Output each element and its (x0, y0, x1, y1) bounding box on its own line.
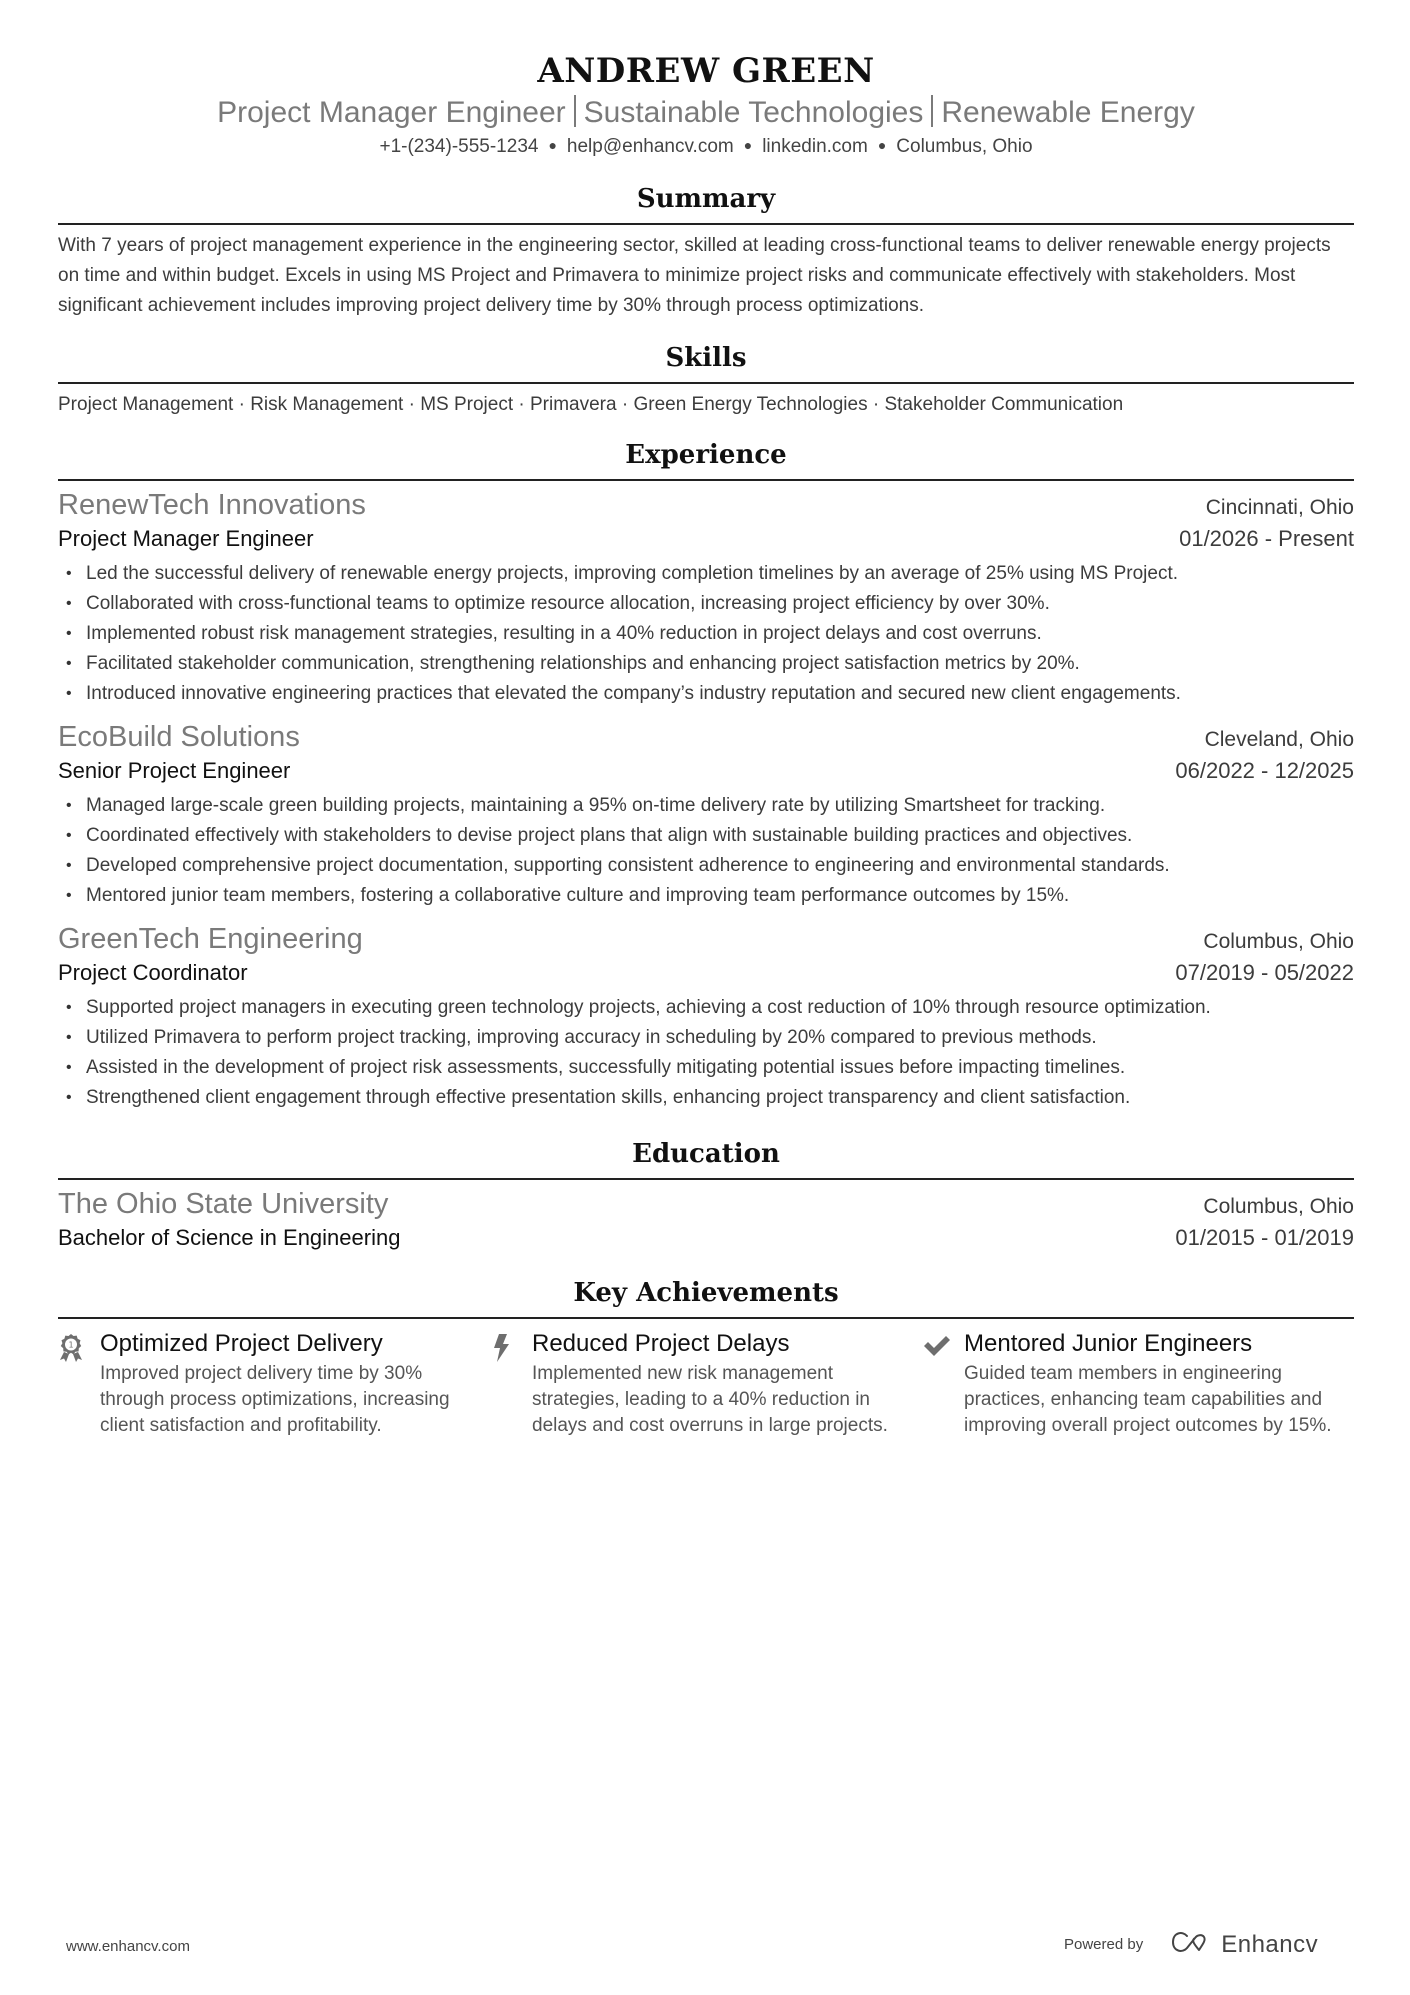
achievement-title: Reduced Project Delays (532, 1330, 790, 1357)
separator-dot: ● (743, 137, 753, 153)
headline-part: Project Manager Engineer (217, 96, 566, 129)
job-dates: 07/2019 - 05/2022 (1175, 960, 1354, 985)
candidate-name: ANDREW GREEN (537, 51, 875, 91)
bullet-item: • Developed comprehensive project documentation, supporting consistent adherence to engineering and environmental standards. (58, 851, 1354, 881)
experience-section (58, 438, 1354, 1113)
bullet-item: • Managed large-scale green building projects, maintaining a 95% on-time delivery rate by utilizing Smartsheet for tracking. (58, 791, 1354, 821)
job-entry (58, 921, 1354, 1113)
bullet-item: • Utilized Primavera to perform project tracking, improving accuracy in scheduling by 20% compared to previous methods. (58, 1023, 1354, 1053)
headline-part: Sustainable Technologies (583, 96, 924, 129)
job-bullets (58, 559, 1354, 709)
bullet-item: • Strengthened client engagement through effective presentation skills, enhancing project transparency and client satisfaction. (58, 1083, 1354, 1113)
section-heading: Skills (665, 343, 747, 373)
education-entry (58, 1186, 1354, 1254)
education-section (58, 1137, 1354, 1254)
section-divider (58, 479, 1354, 481)
headline (58, 94, 1354, 132)
company-name: GreenTech Engineering (58, 923, 363, 955)
section-divider (58, 223, 1354, 225)
checkmark-icon (922, 1327, 964, 1439)
enhancv-logo-icon (1169, 1930, 1213, 1959)
powered-by-label: Powered by (1064, 1936, 1144, 1953)
job-dates: 01/2026 - Present (1179, 526, 1354, 551)
degree: Bachelor of Science in Engineering (58, 1225, 401, 1250)
section-divider (58, 1178, 1354, 1180)
bullet-item: • Collaborated with cross-functional teams to optimize resource allocation, increasing project efficiency by over 30%. (58, 589, 1354, 619)
job-title: Project Manager Engineer (58, 526, 314, 551)
section-heading: Summary (636, 184, 776, 214)
skills-list: Project Management · Risk Management · MS Project · Primavera · Green Energy Technologies · Stakeholder Communication (58, 394, 1124, 415)
job-bullets (58, 993, 1354, 1113)
job-location: Cincinnati, Ohio (1205, 496, 1354, 519)
bullet-item: • Led the successful delivery of renewable energy projects, improving completion timelines by an average of 25% using MS Project. (58, 559, 1354, 589)
skills-section (58, 341, 1354, 420)
section-heading: Education (632, 1139, 780, 1169)
headline-divider (574, 95, 576, 127)
school-name: The Ohio State University (58, 1188, 389, 1220)
separator-dot: ● (548, 137, 557, 153)
brand-name: Enhancv (1221, 1930, 1319, 1958)
achievement-description: Guided team members in engineering practices, enhancing team capabilities and improving overall project outcomes by 15%. (964, 1363, 1332, 1436)
bullet-item: • Implemented robust risk management strategies, resulting in a 40% reduction in project delays and cost overruns. (58, 619, 1354, 649)
award-ribbon-icon (58, 1327, 100, 1439)
job-bullets (58, 791, 1354, 911)
website-link[interactable]: www.enhancv.com (66, 1938, 190, 1955)
location: Columbus, Ohio (896, 136, 1033, 157)
job-title: Project Coordinator (58, 960, 248, 985)
bullet-item: • Assisted in the development of project risk assessments, successfully mitigating potential issues before impacting timelines. (58, 1053, 1354, 1083)
section-heading: Experience (625, 440, 787, 470)
summary-text: With 7 years of project management experience in the engineering sector, skilled at leading cross-functional teams to deliver renewable energy projects on time and within budget. Excels in using MS Project and Primavera to minimize project risks and communicate effectively with stakeholders. Most significant achievement includes improving project delivery time by 30% through process optimizations. (58, 235, 1331, 316)
job-dates: 06/2022 - 12/2025 (1175, 758, 1354, 783)
summary-section (58, 182, 1354, 321)
linkedin-link[interactable]: linkedin.com (762, 136, 868, 157)
job-entry (58, 719, 1354, 911)
achievement-title: Optimized Project Delivery (100, 1330, 383, 1357)
achievement-description: Implemented new risk management strategies, leading to a 40% reduction in delays and cost overruns in large projects. (532, 1363, 888, 1436)
resume-header (58, 0, 1354, 160)
resume-page (58, 0, 1354, 1439)
achievement-item (58, 1327, 490, 1439)
job-entry (58, 487, 1354, 709)
bullet-item: • Mentored junior team members, fostering a collaborative culture and improving team performance outcomes by 15%. (58, 881, 1354, 911)
achievements-list (58, 1327, 1354, 1439)
bullet-item: • Introduced innovative engineering practices that elevated the company’s industry reputation and secured new client engagements. (58, 679, 1354, 709)
bullet-item: • Supported project managers in executing green technology projects, achieving a cost reduction of 10% through resource optimization. (58, 993, 1354, 1023)
contact-info (58, 132, 1354, 160)
headline-divider (931, 95, 933, 127)
education-dates: 01/2015 - 01/2019 (1175, 1225, 1354, 1250)
section-divider (58, 1317, 1354, 1319)
job-title: Senior Project Engineer (58, 758, 291, 783)
school-location: Columbus, Ohio (1203, 1195, 1354, 1218)
section-heading: Key Achievements (573, 1278, 839, 1308)
achievement-title: Mentored Junior Engineers (964, 1330, 1253, 1357)
achievement-description: Improved project delivery time by 30% through process optimizations, increasing client satisfaction and profitability. (100, 1363, 450, 1436)
powered-by (1064, 1930, 1318, 1959)
job-location: Cleveland, Ohio (1204, 728, 1354, 751)
bullet-item: • Coordinated effectively with stakeholders to devise project plans that align with sustainable building practices and objectives. (58, 821, 1354, 851)
achievements-section (58, 1276, 1354, 1439)
lightning-bolt-icon (490, 1327, 532, 1439)
job-location: Columbus, Ohio (1203, 930, 1354, 953)
section-divider (58, 382, 1354, 384)
company-name: RenewTech Innovations (58, 489, 366, 521)
svg-text:1: 1 (68, 1340, 74, 1350)
separator-dot: ● (877, 137, 887, 153)
headline-part: Renewable Energy (941, 96, 1195, 129)
email-link[interactable]: help@enhancv.com (566, 136, 734, 157)
bullet-item: • Facilitated stakeholder communication, strengthening relationships and enhancing project satisfaction metrics by 20%. (58, 649, 1354, 679)
phone: +1-(234)-555-1234 (379, 136, 539, 157)
company-name: EcoBuild Solutions (58, 721, 300, 753)
achievement-item (922, 1327, 1354, 1439)
achievement-item (490, 1327, 922, 1439)
